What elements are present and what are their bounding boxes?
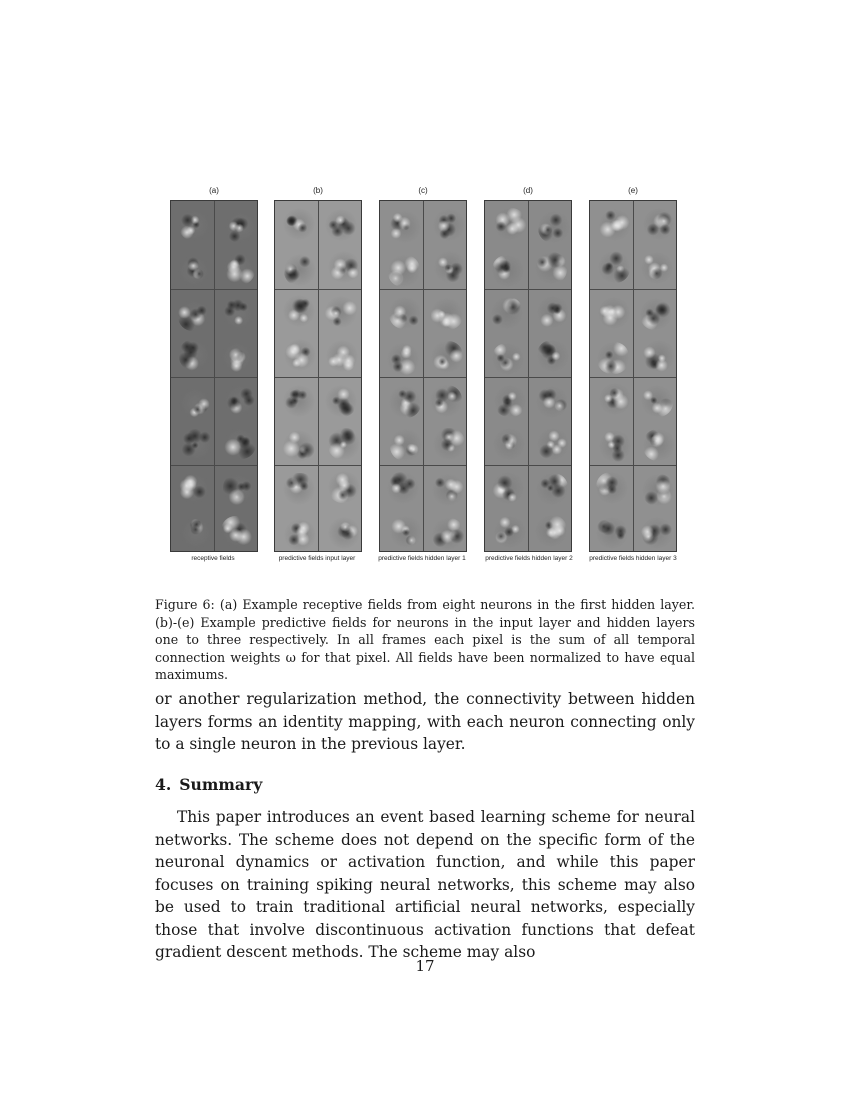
- field-image: [181, 429, 213, 461]
- field-image: [535, 515, 567, 547]
- field-image: [389, 386, 421, 418]
- field-image: [492, 472, 524, 504]
- field-image: [494, 385, 526, 417]
- field-image: [493, 428, 525, 460]
- field-image: [643, 429, 675, 461]
- field-image: [325, 296, 357, 328]
- panel-caption: predictive fields hidden layer 1: [378, 555, 466, 562]
- field-image: [180, 517, 212, 549]
- field-image: [178, 255, 210, 287]
- field-image: [221, 516, 253, 548]
- field-image: [537, 340, 569, 372]
- field-image: [328, 517, 360, 549]
- field-image: [178, 299, 210, 331]
- field-image: [434, 251, 466, 283]
- field-image: [433, 428, 465, 460]
- field-image: [598, 297, 630, 329]
- field-image: [433, 209, 465, 241]
- field-image: [389, 297, 421, 329]
- field-image: [537, 428, 569, 460]
- field-image: [641, 517, 673, 549]
- field-image: [431, 298, 463, 330]
- panel-letter: (c): [418, 186, 428, 195]
- field-panel: [274, 200, 362, 552]
- field-image: [284, 339, 316, 371]
- field-image: [641, 385, 673, 417]
- field-image: [224, 384, 256, 416]
- field-image: [328, 428, 360, 460]
- field-image: [283, 385, 315, 417]
- section-heading: [155, 775, 262, 794]
- field-image: [536, 473, 568, 505]
- panel-letter: (e): [628, 186, 638, 195]
- body-paragraph-1: or another regularization method, the connectivity between hidden layers forms an identity mapping, with each neuron connecting only to a single neuron in the previous layer.: [155, 690, 695, 753]
- figure-caption: Figure 6: (a) Example receptive fields from eight neurons in the first hidden layer. (b)-(e) Example predictive fields for neurons in the input layer and hidden layers one to three respectively. In all frames each pixel is the sum of all temporal connection weights ω for that pixel. All fields have been normalized to have equal maximums.: [155, 597, 695, 683]
- field-image: [390, 516, 422, 548]
- field-image: [597, 342, 629, 374]
- field-image: [599, 430, 631, 462]
- page-number: 17: [415, 957, 435, 975]
- field-image: [178, 472, 210, 504]
- field-image: [596, 472, 628, 504]
- field-image: [537, 296, 569, 328]
- field-image: [390, 429, 422, 461]
- field-image: [642, 474, 674, 506]
- field-image: [643, 208, 675, 240]
- field-image: [387, 343, 419, 375]
- field-image: [326, 340, 358, 372]
- field-image: [492, 255, 524, 287]
- field-image: [596, 517, 628, 549]
- field-panel: [589, 200, 677, 552]
- field-image: [328, 251, 360, 283]
- field-image: [325, 209, 357, 241]
- field-image: [430, 385, 462, 417]
- field-image: [284, 519, 316, 551]
- field-image: [283, 208, 315, 240]
- panel-caption: receptive fields: [191, 555, 235, 562]
- field-image: [538, 211, 570, 243]
- field-image: [641, 252, 673, 284]
- field-image: [599, 383, 631, 415]
- field-image: [599, 209, 631, 241]
- field-panel: [484, 200, 572, 552]
- field-panel: [379, 200, 467, 552]
- panel-caption: predictive fields input layer: [278, 555, 356, 562]
- field-image: [536, 386, 568, 418]
- field-image: [283, 473, 315, 505]
- field-image: [535, 252, 567, 284]
- field-image: [431, 341, 463, 373]
- field-image: [283, 295, 315, 327]
- field-image: [432, 474, 464, 506]
- field-panel: [170, 200, 258, 552]
- field-image: [179, 339, 211, 371]
- field-image: [224, 427, 256, 459]
- field-image: [222, 298, 254, 330]
- section-number: 4.: [155, 775, 172, 794]
- panel-letter: (d): [523, 186, 533, 195]
- field-image: [221, 341, 253, 373]
- field-image: [179, 209, 211, 241]
- field-image: [598, 251, 630, 283]
- field-image: [432, 518, 464, 550]
- section-title: Summary: [179, 775, 263, 794]
- field-image: [494, 208, 526, 240]
- field-image: [223, 473, 255, 505]
- field-image: [492, 343, 524, 375]
- field-image: [388, 255, 420, 287]
- field-image: [387, 472, 419, 504]
- panel-letter: (b): [313, 186, 323, 195]
- field-image: [284, 254, 316, 286]
- field-image: [325, 385, 357, 417]
- field-image: [640, 298, 672, 330]
- field-image: [283, 430, 315, 462]
- field-image: [225, 211, 257, 243]
- field-image: [494, 516, 526, 548]
- field-image: [179, 387, 211, 419]
- body-paragraph-2: This paper introduces an event based learning scheme for neural networks. The scheme does not depend on the specific form of the neuronal dynamics or activation function, and while this paper focuses on training spiking neural networks, this scheme may also be used to train traditional artificial neural networks, especially those that involve discontinuous activation functions that defeat gradient descent methods. The scheme may also: [155, 808, 695, 961]
- panel-caption: predictive fields hidden layer 2: [485, 555, 573, 562]
- field-image: [223, 253, 255, 285]
- panel-caption: predictive fields hidden layer 3: [589, 555, 677, 562]
- field-image: [389, 211, 421, 243]
- field-image: [491, 297, 523, 329]
- field-image: [643, 340, 675, 372]
- panel-letter: (a): [209, 186, 219, 195]
- field-image: [328, 471, 360, 503]
